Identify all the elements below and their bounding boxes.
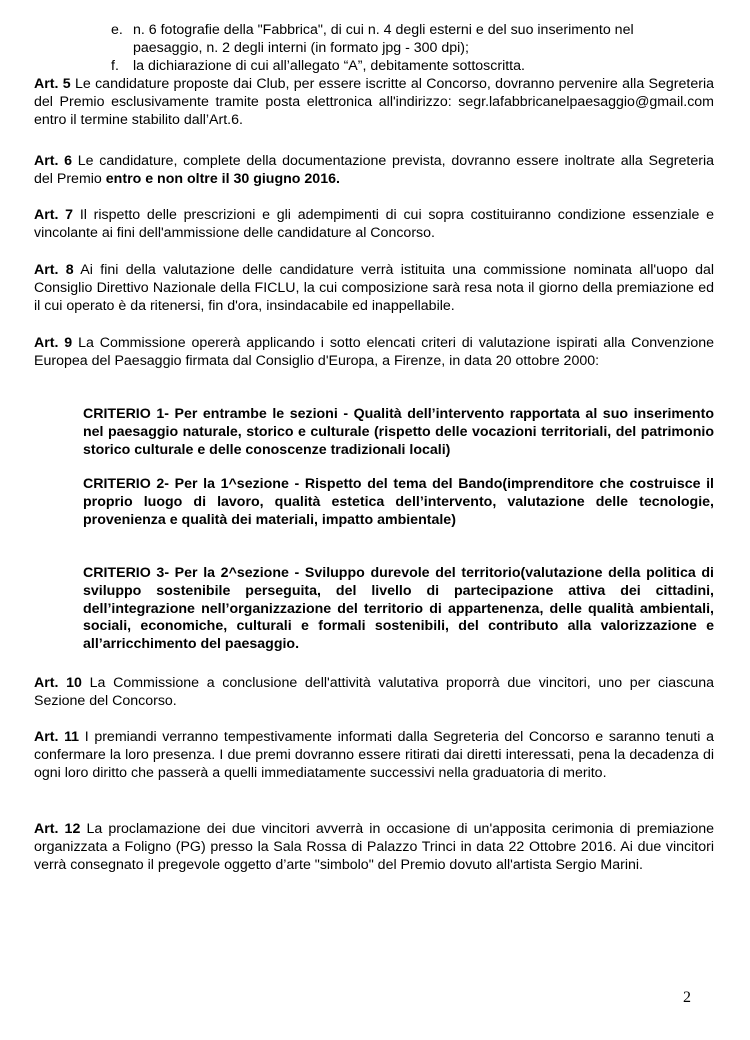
article-label: Art. 7 [34,207,74,223]
list-text-continued: paesaggio, n. 2 degli interni (in formato jpg - 300 dpi); [133,39,469,56]
article-text: Le candidature proposte dai Club, per essere iscritte al Concorso, dovranno pervenire alla Segreteria del Premio esclusivamente tramite posta elettronica all'indirizzo: segr.lafabbricanelpaesaggio@gmail.com entro il termine stabilito dall’Art.6. [34,76,714,128]
article-deadline: entro e non oltre il 30 giugno 2016. [105,170,340,187]
article-8 [34,262,714,315]
list-marker: e. [111,22,123,38]
article-7 [34,207,714,243]
list-item-f [111,58,711,76]
article-label: Art. 6 [34,153,73,169]
article-text: La proclamazione dei due vincitori avverrà in occasione di un'apposita cerimonia di premiazione organizzata a Foligno (PG) presso la Sala Rossa di Palazzo Trinci in data 22 Ottobre 2016. Ai due vincitori verrà consegnato il pregevole oggetto d’arte "simbolo" del Premio dovuto all'artista Sergio Marini. [34,821,714,873]
article-text: Ai fini della valutazione delle candidature verrà istituita una commissione nominata all'uopo dal Consiglio Direttivo Nazionale della FICLU, la cui composizione sarà resa nota il giorno della premiazione ed il cui operato è da ritenersi, fin d'ora, insindacabile ed inappellabile. [34,262,715,314]
article-text: I premiandi verranno tempestivamente informati dalla Segreteria del Concorso e saranno tenuti a confermare la loro presenza. I due premi dovranno essere ritirati dai diretti interessati, pena la decadenza di ogni loro diritto che passerà a quelli immediatamente successivi nella graduatoria di merito. [34,729,714,781]
article-label: Art. 8 [34,262,74,278]
article-text: Le candidature, complete della documentazione prevista, dovranno essere inoltrate alla Segreteria del Premio [34,153,714,187]
list-marker: f. [111,58,119,74]
article-5 [34,76,714,129]
article-11 [34,729,714,782]
article-label: Art. 9 [34,335,73,351]
article-label: Art. 11 [34,729,80,745]
article-12 [34,821,714,874]
criterio-1: CRITERIO 1- Per entrambe le sezioni - Qualità dell’intervento rapportata al suo inserimento nel paesaggio naturale, storico e culturale (rispetto delle vocazioni territoriali, del patrimonio storico culturale e delle conoscenze tradizionali locali) [83,406,714,458]
article-10 [34,675,714,711]
article-9 [34,335,714,371]
article-text: Il rispetto delle prescrizioni e gli adempimenti di cui sopra costituiranno condizione essenziale e vincolante ai fini dell'ammissione delle candidature al Concorso. [34,207,714,241]
article-6 [34,153,714,189]
article-label: Art. 5 [34,76,71,92]
article-label: Art. 12 [34,821,81,837]
page-number: 2 [683,989,691,1006]
article-label: Art. 10 [34,675,82,691]
criterio-3: CRITERIO 3- Per la 2^sezione - Sviluppo durevole del territorio(valutazione della politica di sviluppo sostenibile perseguita, del livello di partecipazione attiva dei cittadini, dell’integrazione nell’organizzazione del territorio di appartenenza, delle qualità ambientali, sociali, economiche, culturali e formali sostenibili, del contributo alla valorizzazione e all’arricchimento del paesaggio. [83,565,714,653]
criterio-2: CRITERIO 2- Per la 1^sezione - Rispetto del tema del Bando(imprenditore che costruisce il proprio luogo di lavoro, qualità estetica dell’intervento, valutazione delle tecnologie, provenienza e qualità dei materiali, impatto ambientale) [83,476,714,528]
list-text: n. 6 fotografie della "Fabbrica", di cui n. 4 degli esterni e del suo inserimento nel [133,22,634,38]
list-text: la dichiarazione di cui all’allegato “A”, debitamente sottoscritta. [133,58,525,74]
list-item-e [111,22,711,57]
article-text: La Commissione a conclusione dell'attività valutativa proporrà due vincitori, uno per ciascuna Sezione del Concorso. [34,675,714,709]
article-text: La Commissione opererà applicando i sotto elencati criteri di valutazione ispirati alla Convenzione Europea del Paesaggio firmata dal Consiglio d'Europa, a Firenze, in data 20 ottobre 2000: [34,335,714,369]
